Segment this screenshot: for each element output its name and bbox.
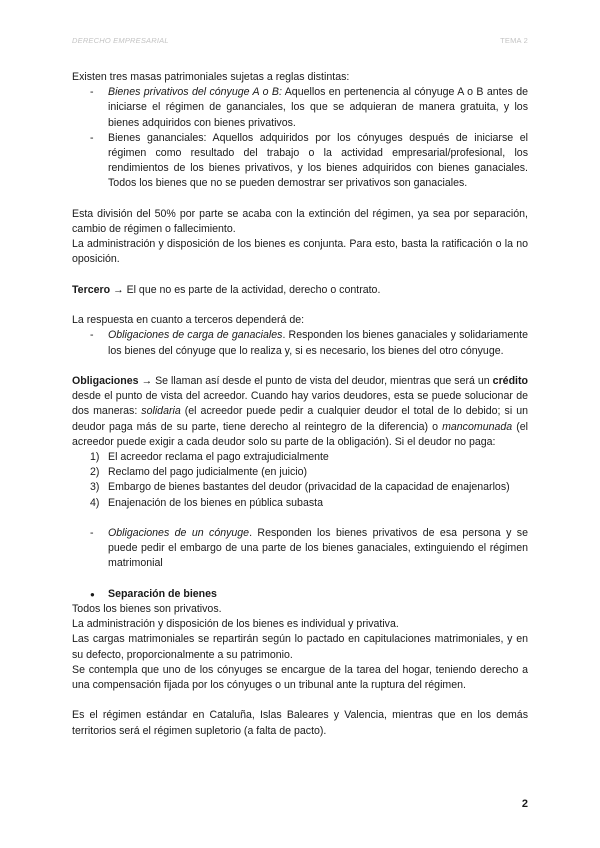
term-obl-conyuge: Obligaciones de un cónyuge bbox=[108, 527, 250, 540]
term-tercero: Tercero bbox=[72, 283, 111, 296]
tercero-definition bbox=[72, 283, 528, 298]
document-body bbox=[72, 70, 528, 739]
header-subject: DERECHO EMPRESARIAL bbox=[72, 36, 169, 45]
term-obligaciones: Obligaciones bbox=[72, 375, 139, 387]
text-obl-gananciales: . Responden los bienes ganaciales y solidariamente los bienes del cónyuge que lo realiza y, si es necesario, los bienes del otro cónyuge. bbox=[108, 329, 528, 357]
arrow-glyph: → bbox=[110, 283, 127, 296]
text-obligaciones-4: (el acreedor puede exigir a cada deudor solo su parte de la obligación). Si el deudor no paga: bbox=[72, 420, 528, 448]
term-mancomunada: mancomunada bbox=[442, 420, 513, 433]
numbered-item bbox=[72, 450, 528, 465]
list-item-obl-conyuge bbox=[72, 526, 528, 572]
regimen-text: Es el régimen estándar en Cataluña, Islas Baleares y Valencia, mientras que en los demás territorios será el régimen supletorio (a falta de pacto). bbox=[72, 709, 528, 737]
list-item-gananciales bbox=[72, 131, 528, 192]
obligaciones-definition bbox=[72, 374, 528, 450]
text-obligaciones-1: → Se llaman así desde el punto de vista del deudor, mientras que será un bbox=[138, 375, 493, 387]
division-text: Esta división del 50% por parte se acaba con la extinción del régimen, ya sea por separación, cambio de régimen o fallecimiento. bbox=[72, 207, 528, 236]
text-obl-conyuge: . Responden los bienes privativos de esa persona y se puede pedir el embargo de una parte de los bienes ganaciales, extinguiendo el régimen matrimonial bbox=[108, 527, 528, 570]
text-gananciales: Bienes gananciales: Aquellos adquiridos por los cónyuges después de iniciarse el régimen como resultado del trabajo o la actividad empresarial/profesional, los rendimientos de los bienes privativos, y los bienes adquiridos con bienes ganaciales. Todos los bienes que no se pueden demostrar ser privativos son ganaciales. bbox=[108, 131, 528, 190]
intro-text: Existen tres masas patrimoniales sujetas a reglas distintas: bbox=[72, 71, 350, 83]
separacion-line: La administración y disposición de los bienes es individual y privativa. bbox=[72, 618, 399, 631]
numbered-item bbox=[72, 465, 528, 480]
list-item-obl-gananciales bbox=[72, 328, 528, 358]
numbered-item bbox=[72, 496, 528, 511]
item-number: 2) bbox=[90, 466, 100, 479]
administracion-text: La administración y disposición de los bienes es conjunta. Para esto, basta la ratificación o la no oposición. bbox=[72, 238, 528, 266]
text-obligaciones-3: (el acreedor puede pedir a cualquier deudor el total de lo debido; si un deudor paga más de su parte, tiene derecho al reintegro de la diferencia) o bbox=[72, 405, 528, 433]
list-item-privativos bbox=[72, 85, 528, 131]
numbered-item bbox=[72, 480, 528, 495]
text-obligaciones-2: desde el punto de vista del acreedor. Cuando hay varios deudores, esta se puede solucionar de dos maneras: bbox=[72, 390, 528, 418]
separacion-line: Todos los bienes son privativos. bbox=[72, 603, 222, 616]
term-credito: crédito bbox=[492, 375, 528, 387]
section-heading-separacion: ● Separación de bienes bbox=[72, 587, 528, 602]
text-privativos: Aquellos en pertenencia al cónyuge A o B antes de iniciarse el régimen de gananciales, los que se adquieran de manera gratuita, y los bienes adquiridos con bienes privativos. bbox=[108, 86, 528, 129]
header-topic: TEMA 2 bbox=[500, 36, 528, 45]
item-number: 4) bbox=[90, 496, 100, 509]
item-text: Enajenación de los bienes en pública subasta bbox=[108, 496, 323, 509]
page-number: 2 bbox=[521, 798, 528, 810]
respuesta-text: La respuesta en cuanto a terceros dependerá de: bbox=[72, 314, 305, 327]
item-number: 3) bbox=[90, 481, 100, 494]
term-obl-gananciales: Obligaciones de carga de ganaciales bbox=[108, 329, 283, 342]
item-text: Embargo de bienes bastantes del deudor (privacidad de la capacidad de enajenarlos) bbox=[108, 481, 510, 494]
item-text: Reclamo del pago judicialmente (en juicio) bbox=[108, 466, 308, 479]
separacion-line: Se contempla que uno de los cónyuges se encargue de la tarea del hogar, teniendo derecho a una compensación fijada por los cónyuges o un tribunal ante la ruptura del régimen. bbox=[72, 663, 528, 692]
separacion-line: Las cargas matrimoniales se repartirán según lo pactado en capitulaciones matrimoniales, y en su defecto, proporcionalmente a su patrimonio. bbox=[72, 633, 528, 661]
term-privativos: Bienes privativos del cónyuge A o B: bbox=[108, 86, 282, 99]
item-number: 1) bbox=[90, 451, 100, 464]
text-tercero: El que no es parte de la actividad, derecho o contrato. bbox=[126, 283, 381, 296]
item-text: El acreedor reclama el pago extrajudicialmente bbox=[108, 451, 329, 464]
term-solidaria: solidaria bbox=[141, 405, 181, 418]
